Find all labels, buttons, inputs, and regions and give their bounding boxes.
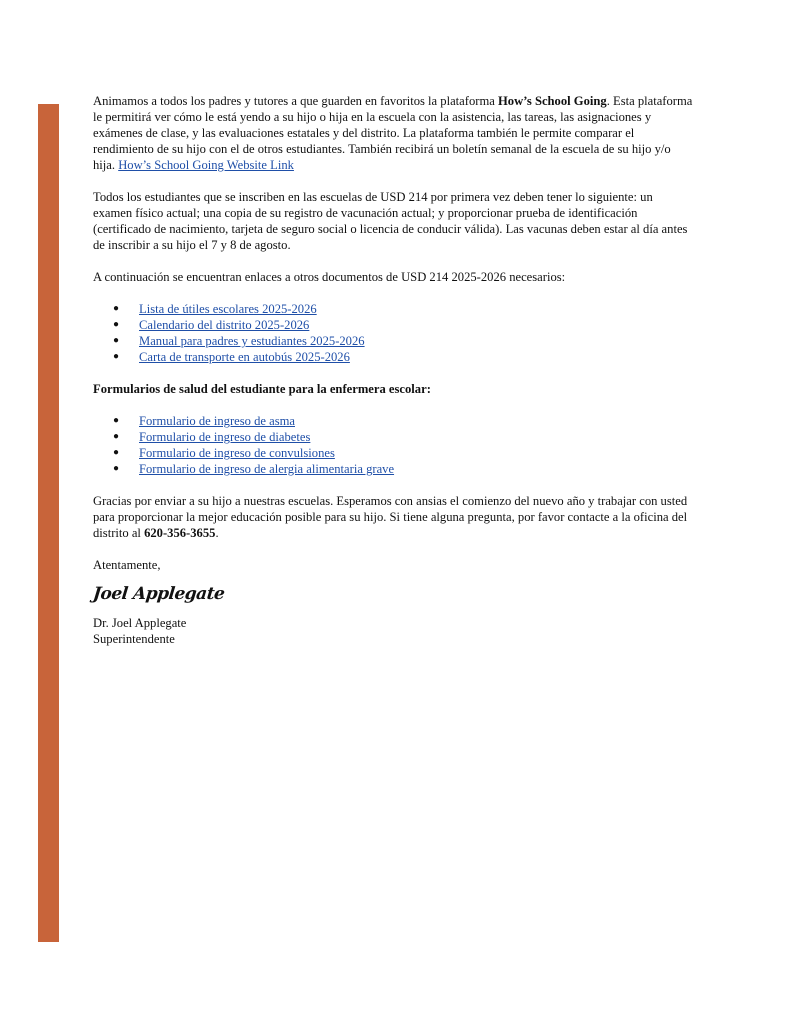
bus-transport-letter-link[interactable]: Carta de transporte en autobús 2025-2026	[139, 350, 350, 364]
list-item	[93, 317, 695, 333]
bullet-icon: ●	[113, 303, 120, 314]
documents-intro: A continuación se encuentran enlaces a otros documentos de USD 214 2025-2026 necesarios:	[93, 270, 566, 284]
list-item	[93, 429, 695, 445]
bullet-icon: ●	[113, 447, 120, 458]
health-forms-list	[93, 413, 695, 477]
intro-text-continued: . Esta plataforma le permitirá ver cómo le está yendo a su hijo o hija en la escuela con la asistencia, las tareas, las asignaciones y exámenes de clase, y las evaluaciones estatales y del distrito. La plataforma también le permite comparar el rendimiento de su hijo con el de otros estudiantes. También recibirá un boletín semanal de la escuela de su hijo y/o hija.	[93, 94, 693, 172]
seizure-form-link[interactable]: Formulario de ingreso de convulsiones	[139, 446, 335, 460]
platform-name: How’s School Going	[498, 94, 607, 108]
school-supplies-link[interactable]: Lista de útiles escolares 2025-2026	[139, 302, 317, 316]
district-calendar-link[interactable]: Calendario del distrito 2025-2026	[139, 318, 310, 332]
hows-school-going-link[interactable]: How’s School Going Website Link	[118, 158, 294, 172]
health-forms-heading: Formularios de salud del estudiante para la enfermera escolar:	[93, 382, 431, 396]
list-item	[93, 445, 695, 461]
letter-body	[93, 93, 695, 647]
signer-name: Dr. Joel Applegate	[93, 616, 187, 630]
signature: Joel Applegate	[91, 584, 226, 604]
valediction: Atentamente,	[93, 558, 161, 572]
side-accent-bar	[38, 104, 59, 942]
intro-paragraph	[93, 93, 695, 173]
list-item	[93, 301, 695, 317]
intro-text: Animamos a todos los padres y tutores a que guarden en favoritos la plataforma	[93, 94, 498, 108]
list-item	[93, 333, 695, 349]
documents-list	[93, 301, 695, 365]
handbook-link[interactable]: Manual para padres y estudiantes 2025-2026	[139, 334, 365, 348]
asthma-form-link[interactable]: Formulario de ingreso de asma	[139, 414, 295, 428]
bullet-icon: ●	[113, 415, 120, 426]
bullet-icon: ●	[113, 335, 120, 346]
bullet-icon: ●	[113, 463, 120, 474]
food-allergy-form-link[interactable]: Formulario de ingreso de alergia alimentaria grave	[139, 462, 395, 476]
bullet-icon: ●	[113, 319, 120, 330]
list-item	[93, 461, 695, 477]
closing-text: Gracias por enviar a su hijo a nuestras escuelas. Esperamos con ansias el comienzo del nuevo año y trabajar con usted para proporcionar la mejor educación posible para su hijo. Si tiene alguna pregunta, por favor contacte a la oficina del distrito al	[93, 494, 688, 540]
district-phone: 620-356-3655	[144, 526, 216, 540]
closing-paragraph: Gracias por enviar a su hijo a nuestras escuelas. Esperamos con ansias el comienzo del nuevo año y trabajar con usted para proporcionar la mejor educación posible para su hijo. Si tiene alguna pregunta, por favor contacte a la oficina del distrito al 620-356-3655.	[93, 494, 688, 540]
enrollment-paragraph: Todos los estudiantes que se inscriben en las escuelas de USD 214 por primera vez deben tener lo siguiente: un examen físico actual; una copia de su registro de vacunación actual; y proporcionar prueba de identificación (certificado de nacimiento, tarjeta de seguro social o licencia de conducir válida). Las vacunas deben estar al día antes de inscribir a su hijo el 7 y 8 de agosto.	[93, 190, 688, 252]
list-item	[93, 349, 695, 365]
list-item	[93, 413, 695, 429]
bullet-icon: ●	[113, 431, 120, 442]
signer-title: Superintendente	[93, 632, 175, 646]
diabetes-form-link[interactable]: Formulario de ingreso de diabetes	[139, 430, 311, 444]
bullet-icon: ●	[113, 351, 120, 362]
